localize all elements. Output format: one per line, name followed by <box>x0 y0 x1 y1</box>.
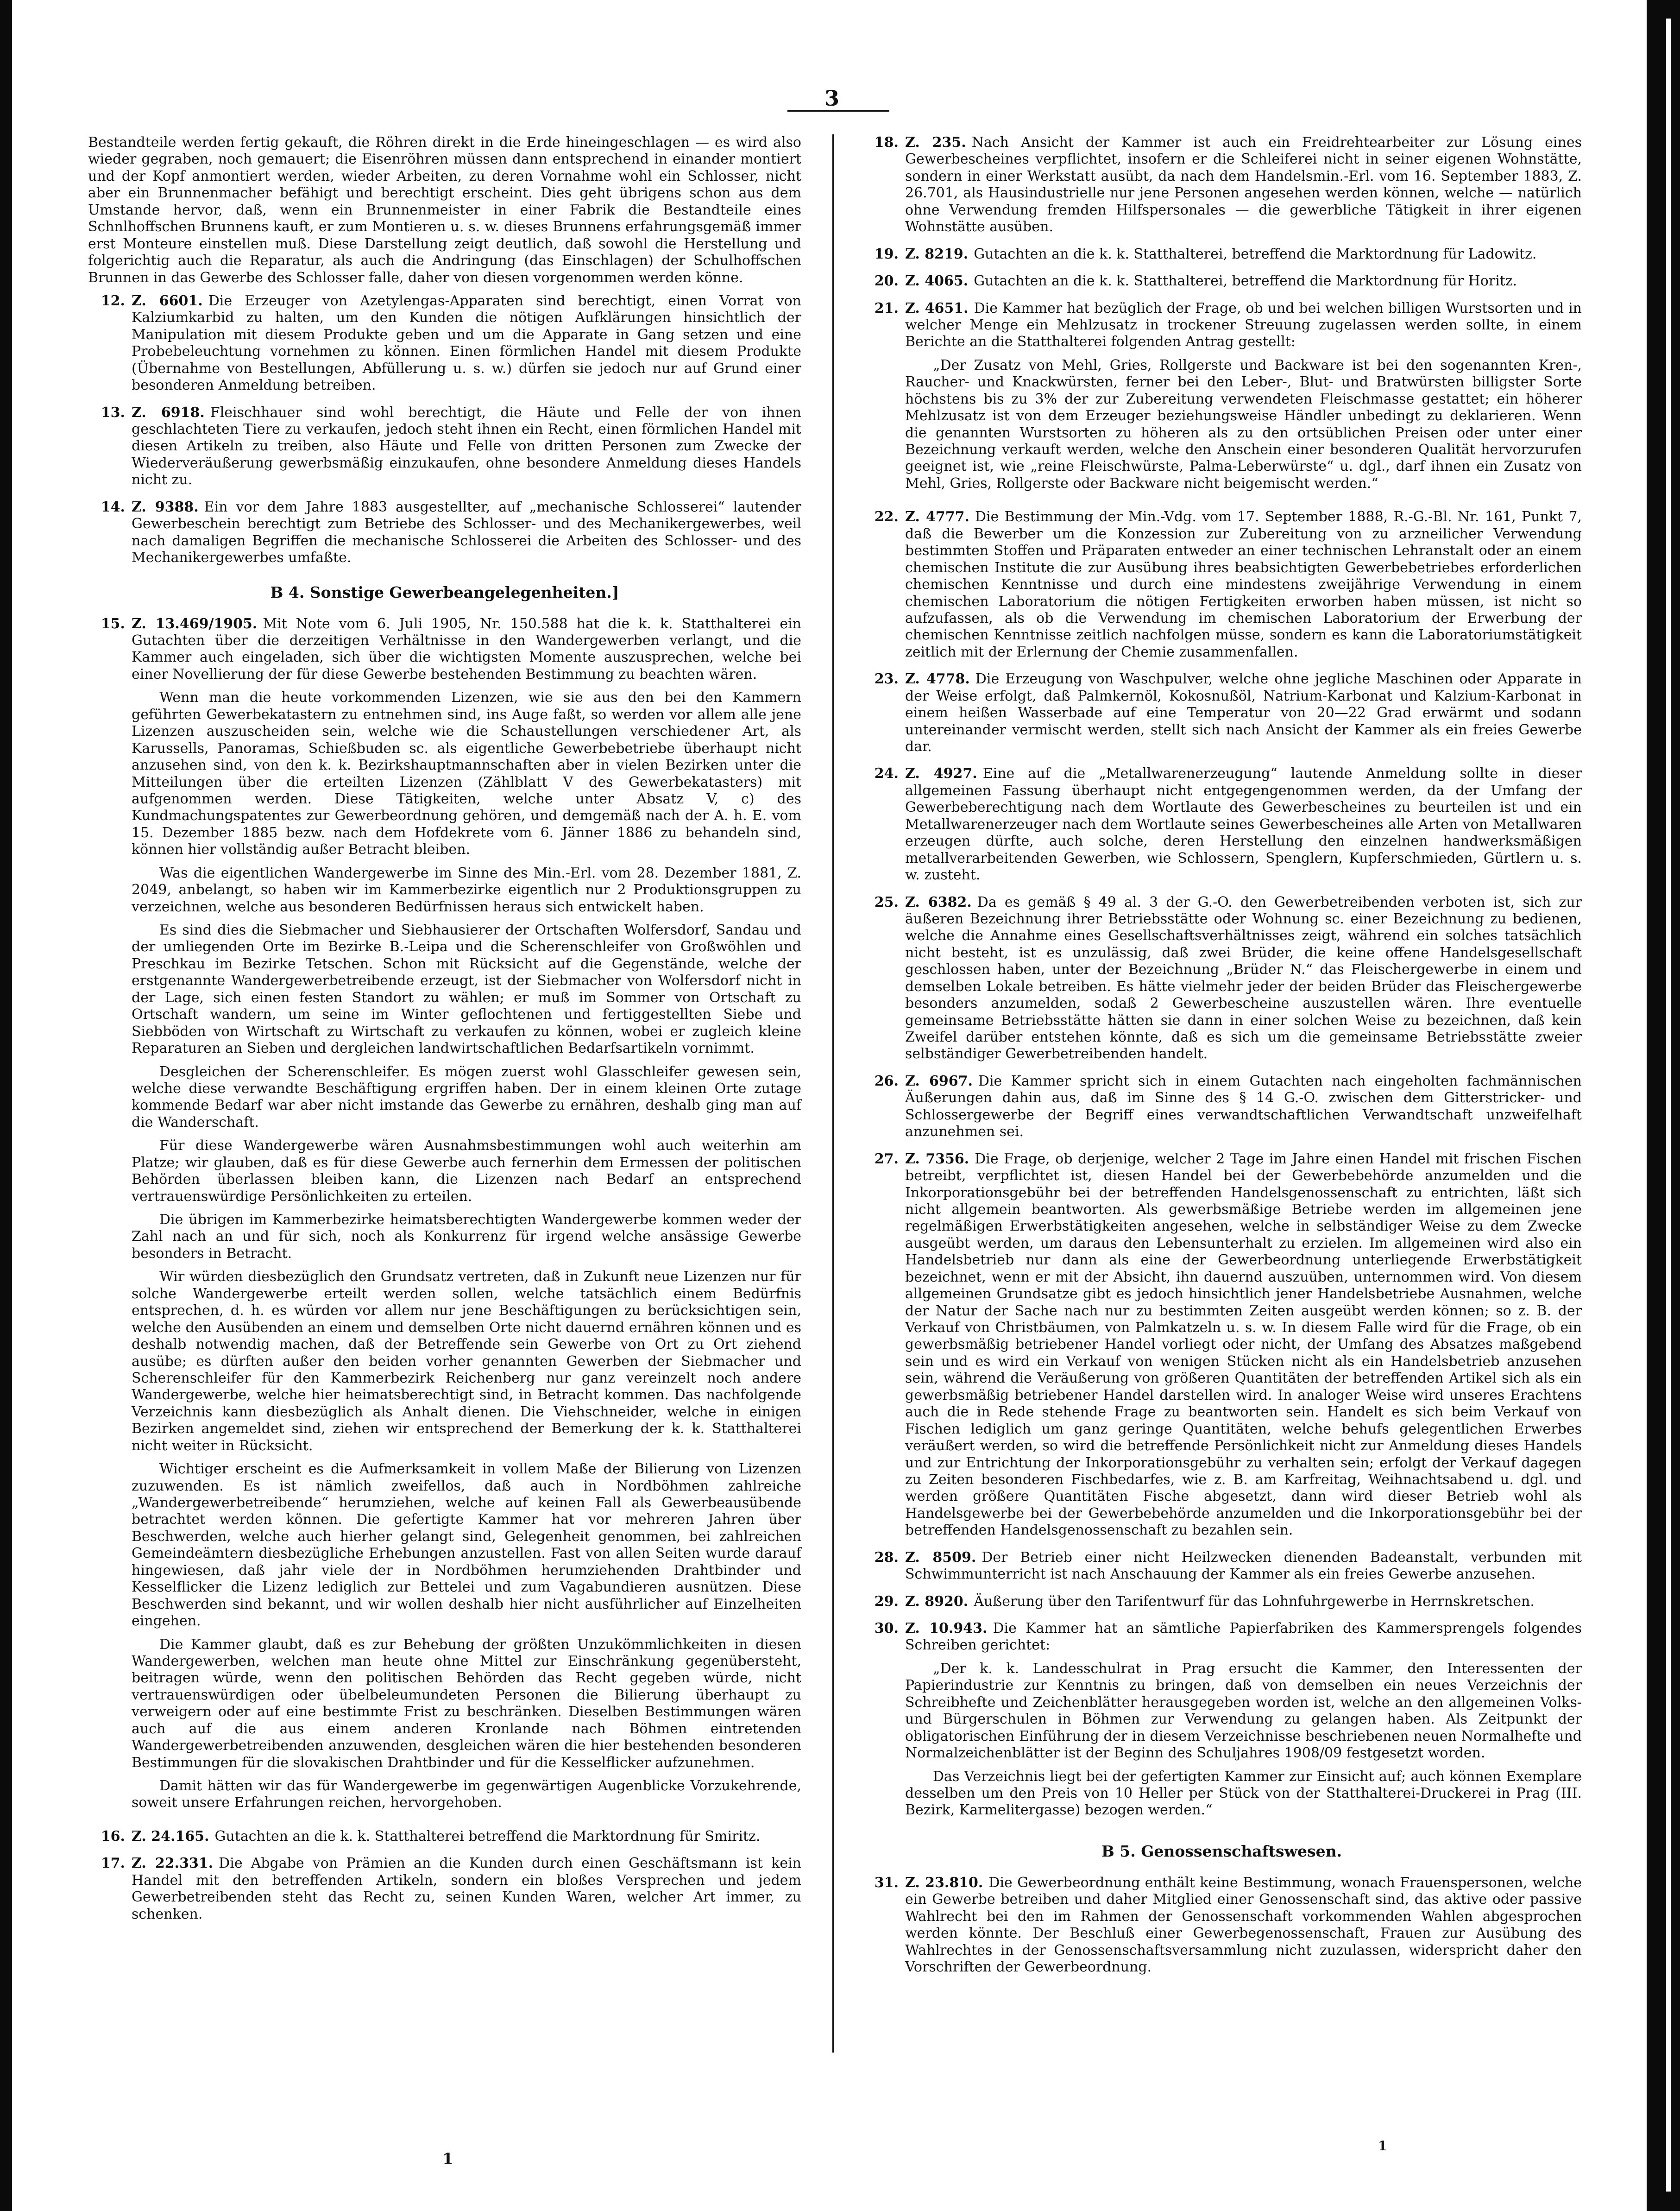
item-reference: Z. 4065. <box>905 273 969 290</box>
item-reference: Z. 4927. <box>905 765 977 782</box>
item-quote: Das Verzeichnis liegt bei der gefertigten Kammer zur Einsicht auf; auch können Exemplare desselben um den Preis von 10 Heller per Stück von der Statthalterei-Druckerei in Prag (III. Bezirk, Karmelitergasse) bezogen werden.“ <box>905 1768 1582 1819</box>
item-body <box>905 1549 1582 1583</box>
item-number: 19. <box>874 246 899 262</box>
page-edge-right-gap <box>1666 19 1671 2192</box>
item-body <box>905 894 1582 1063</box>
item-number: 31. <box>874 1874 899 1891</box>
page-edge-left <box>0 0 12 2211</box>
item-reference: Z. 8219. <box>905 246 969 262</box>
list-item <box>88 499 801 567</box>
item-body <box>905 300 1582 499</box>
list-item <box>88 616 801 1818</box>
item-number: 27. <box>874 1150 899 1167</box>
item-paragraph: Für diese Wandergewerbe wären Ausnahmsbestimmungen wohl auch weiterhin am Platze; wir glauben, daß es für diese Gewerbe auch fernerhin dem Ermessen der politischen Behörden überlassen bleiben kann, die Lizenzen nach Bedarf an entsprechend vertrauenswürdige Persönlichkeiten zu erteilen. <box>132 1137 801 1205</box>
item-number: 18. <box>874 134 899 151</box>
item-number: 20. <box>874 273 899 290</box>
item-reference: Z. 8509. <box>905 1549 976 1566</box>
item-body <box>905 671 1582 755</box>
item-paragraph: Damit hätten wir das für Wandergewerbe im gegenwärtigen Augenblicke Vorzukehrende, soweit unsere Erfahrungen reichen, hervorgehoben. <box>132 1778 801 1811</box>
section-title-b5: B 5. Genossenschaftswesen. <box>1101 1842 1342 1860</box>
item-number: 17. <box>101 1855 125 1872</box>
item-reference: Z. 22.331. <box>132 1855 214 1872</box>
item-paragraph: Wir würden diesbezüglich den Grundsatz vertreten, daß in Zukunft neue Lizenzen nur für solche Wandergewerbe erteilt werden sollen, welche tatsächlich einem Bedürfnis entsprechen, d. h. es würden vor allem nur jene Beschäftigungen zu berücksichtigen sein, welche den Ausübenden an einem und demselben Orte nicht dauernd ernähren können und es deshalb notwendig machen, daß der Betreffende sein Gewerbe von Ort zu Ort ziehend ausübe; es dürften außer den beiden vorher genannten Gewerben der Siebmacher und Scherenschleifer für den Kammerbezirk Reichenberg nur ganz vereinzelt noch andere Wandergewerbe, welche hier heimatsberechtigt sind, in Betracht kommen. Das nachfolgende Verzeichnis kann diesbezüglich als Anhalt dienen. Die Viehschneider, welche in einigen Bezirken angemeldet sind, ziehen wir entsprechend der Bemerkung der k. k. Statthalterei nicht weiter in Rücksicht. <box>132 1269 801 1454</box>
list-item <box>88 1855 801 1923</box>
item-body <box>132 499 801 567</box>
item-paragraph: Es sind dies die Siebmacher und Siebhausierer der Ortschaften Wolfersdorf, Sandau und der umliegenden Orte im Bezirke B.-Leipa und die Scherenschleifer von Großwöhlen und Preschkau im Bezirke Tetschen. Schon mit Rücksicht auf die Gegenstände, welche der erstgenannte Wandergewerbetreibende erzeugt, ist der Siebmacher von Wolfersdorf nicht in der Lage, sich einen festen Standort zu wählen; er muß im Sommer von Ortschaft zu Ortschaft wandern, um seine im Winter geflochtenen und fertiggestellten Siebe und Siebböden von Wirtschaft zu Wirtschaft zu verkaufen zu können, wobei er zugleich kleine Reparaturen an Sieben und dergleichen landwirtschaftlichen Bedarfsartikeln vornimmt. <box>132 922 801 1057</box>
footer-mark-right: 1 <box>1378 2138 1387 2154</box>
item-paragraph: Desgleichen der Scherenschleifer. Es mögen zuerst wohl Glasschleifer gewesen sein, welche diese verwandte Beschäftigung ergriffen haben. Der in einem kleinen Orte zutage kommende Bedarf war aber nicht imstande das Gewerbe zu ernähren, deshalb ging man auf die Wanderschaft. <box>132 1063 801 1131</box>
item-reference: Z. 6382. <box>905 894 972 910</box>
item-reference: Z. 4777. <box>905 509 969 525</box>
item-body <box>905 1073 1582 1141</box>
item-reference: Z. 6918. <box>132 404 205 421</box>
item-body <box>905 1151 1582 1539</box>
list-item <box>862 1549 1582 1583</box>
item-body <box>132 1855 801 1923</box>
column-divider <box>832 134 834 2053</box>
item-number: 16. <box>101 1828 125 1845</box>
item-number: 22. <box>874 509 899 525</box>
item-reference: Z. 4778. <box>905 671 970 688</box>
item-text: Die Kammer spricht sich in einem Gutachten nach eingeholten fachmännischen Äußerungen dahin aus, daß im Sinne des § 14 G.-O. zwischen dem Gitterstricker- und Schlossergewerbe der Begriff eines verwandtschaftlichen Verwandtschaft unzweifelhaft anzunehmen sei. <box>905 1073 1582 1140</box>
intro-paragraph: Bestandteile werden fertig gekauft, die Röhren direkt in die Erde hineingeschlagen — es wird also wieder gegraben, noch gemauert; die Eisenröhren müssen dann entsprechend in einander montiert und der Kopf anmontiert werden, wieder Arbeiten, zu deren Vornahme wohl ein Schlosser, nicht aber ein Brunnenmacher befähigt und berechtigt erscheint. Dies geht übrigens schon aus dem Umstande hervor, daß, wenn ein Brunnenmeister in einer Fabrik die Bestandteile eines Schnlhoffschen Brunnens kauft, er zum Montieren u. s. w. dieses Brunnens erfahrungsgemäß immer erst Monteure einstellen muß. Diese Darstellung zeigt deutlich, daß sowohl die Herstellung und folgerichtig auch die Reparatur, als auch die Andringung (das Einschlagen) der Schulhoffschen Brunnen in das Gewerbe des Schlosser falle, daher von diesen vorgenommen werden könne. <box>88 134 801 286</box>
item-text: Die Bestimmung der Min.-Vdg. vom 17. September 1888, R.-G.-Bl. Nr. 161, Punkt 7, daß die Bewerber um die Konzession zur Zubereitung von zu arzneilicher Verwendung bestimmten Stoffen und Präparaten entweder an einer technischen Lehranstalt oder an einem chemischen Institute die zur Ausübung ihres beabsichtigten Gewerbebetriebes erforderlichen chemischen Kenntnisse und durch eine mindestens zweijährige Verwendung in einem chemischen Laboratorium die nötigen Fertigkeiten erworben haben müssen, ist nicht so aufzufassen, als ob die Verwendung im chemischen Laboratorium der Erwerbung der chemischen Kenntnisse zeitlich nachfolgen müsse, sondern es kann die Laboratoriumstätigkeit zeitlich mit der Erlernung der Chemie zusammenfallen. <box>905 509 1582 660</box>
item-body <box>905 1875 1582 1976</box>
item-body <box>905 1620 1582 1826</box>
list-item <box>862 1073 1582 1141</box>
item-number: 28. <box>874 1549 899 1566</box>
list-item <box>862 1593 1582 1610</box>
list-item <box>862 765 1582 884</box>
list-item <box>862 300 1582 499</box>
item-text: Die Erzeuger von Azetylengas-Apparaten sind berechtigt, einen Vorrat von Kalziumkarbid zu halten, um den Kunden die nötigen Aufklärungen hinsichtlich der Manipulation mit diesem Produkte geben und um die Apparate in Gang setzen und eine Probebeleuchtung vornehmen zu können. Einen förmlichen Handel mit diesem Produkte (Übernahme von Bestellungen, Abfüllerung u. s. w.) dürfen sie jedoch nur auf Grund einer besonderen Anmeldung betreiben. <box>132 292 802 394</box>
item-reference: Z. 4651. <box>905 300 969 316</box>
item-text: Äußerung über den Tarifentwurf für das Lohnfuhrgewerbe in Herrnskretschen. <box>974 1593 1535 1610</box>
footer-mark: 1 <box>442 2150 453 2168</box>
item-text: Fleischhauer sind wohl berechtigt, die Häute und Felle der von ihnen geschlachteten Tiere zu verkaufen, jedoch steht ihnen ein Recht, einen förmlichen Handel mit diesen Artikeln zu treiben, also Häute und Felle von dritten Personen zum Zwecke der Wiederveräußerung gewerbsmäßig einzukaufen, ohne besondere Anmeldung dieses Handels nicht zu. <box>132 404 801 488</box>
item-number: 13. <box>101 404 125 421</box>
item-reference: Z. 24.165. <box>132 1828 209 1845</box>
item-body <box>905 134 1582 236</box>
item-reference: Z. 235. <box>905 134 966 151</box>
item-reference: Z. 9388. <box>132 499 199 515</box>
item-paragraph <box>132 616 801 683</box>
item-reference: Z. 13.469/1905. <box>132 615 258 632</box>
item-number: 15. <box>101 615 125 632</box>
item-number: 21. <box>874 300 899 316</box>
item-number: 23. <box>874 671 899 688</box>
item-paragraph: Was die eigentlichen Wandergewerbe im Sinne des Min.-Erl. vom 28. Dezember 1881, Z. 2049, anbelangt, so haben wir im Kammerbezirke eigentlich nur 2 Produktionsgruppen zu verzeichnen, welche aus besonderen Bedürfnissen heraus sich entwickelt haben. <box>132 865 801 915</box>
list-item <box>862 134 1582 236</box>
list-item <box>862 1875 1582 1976</box>
item-reference: Z. 6967. <box>905 1073 973 1089</box>
item-number: 30. <box>874 1620 899 1636</box>
item-body <box>905 509 1582 661</box>
list-item <box>862 1620 1582 1826</box>
page-number-rule <box>787 110 889 112</box>
item-reference: Z. 8920. <box>905 1593 969 1610</box>
item-text: Gutachten an die k. k. Statthalterei, betreffend die Marktordnung für Horitz. <box>974 273 1517 290</box>
item-number: 25. <box>874 894 899 910</box>
list-item <box>862 1151 1582 1539</box>
item-reference: Z. 10.943. <box>905 1620 988 1636</box>
left-column <box>88 134 801 1933</box>
item-text: Der Betrieb einer nicht Heilzwecken dienenden Badeanstalt, verbunden mit Schwimmunterricht ist nach Anschauung der Kammer als ein freies Gewerbe anzusehen. <box>905 1549 1582 1583</box>
item-reference: Z. 7356. <box>905 1150 969 1167</box>
item-text: Die Abgabe von Prämien an die Kunden durch einen Geschäftsmann ist kein Handel mit den betreffenden Artikeln, sondern ein bloßes Versprechen und jedem Gewerbetreibenden steht das Recht zu, seinen Kunden Waren, welcher Art immer, zu schenken. <box>132 1855 801 1922</box>
item-body <box>132 1828 801 1845</box>
list-item <box>862 273 1582 290</box>
item-number: 12. <box>101 292 125 309</box>
item-number: 26. <box>874 1073 899 1089</box>
item-paragraph: Wichtiger erscheint es die Aufmerksamkeit in vollem Maße der Bilierung von Lizenzen zuzuwenden. Es ist nämlich zweifellos, daß auch in Nordböhmen zahlreiche „Wandergewerbetreibende“ herumziehen, welche auf keinen Fall als Gewerbeausübende betrachtet werden können. Die gefertigte Kammer hat vor mehreren Jahren über Beschwerden, welche auch hierher gelangt sind, Gelegenheit genommen, bei zahlreichen Gemeindeämtern diesbezügliche Erhebungen anzustellen. Fast von allen Seiten wurde darauf hingewiesen, daß jahr viele der in Nordböhmen herumziehenden Drahtbinder und Kesselflicker die Lizenz lediglich zur Bettelei und zum Vagabundieren ausnützen. Diese Beschwerden sind bekannt, und wir wollen deshalb hier nicht ausführlicher auf Einzelheiten eingehen. <box>132 1461 801 1630</box>
item-text: Eine auf die „Metallwarenerzeugung“ lautende Anmeldung sollte in dieser allgemeinen Fassung überhaupt nicht entgegengenommen werden, da der Umfang der Gewerbeberechtigung nach dem Wortlaute des Gewerbescheines zu beurteilen ist und ein Metallwarenerzeuger nach dem Wortlaute seines Gewerbescheines alle Arten von Metallwaren erzeugen dürfte, auch solche, deren Herstellung den einzelnen handwerksmäßigen metallverarbeitenden Gewerben, wie Schlossern, Spenglern, Kupferschmieden, Gürtlern u. s. w. zusteht. <box>905 765 1582 884</box>
item-body <box>905 246 1582 263</box>
item-number: 14. <box>101 499 125 515</box>
list-item <box>862 246 1582 263</box>
item-number: 24. <box>874 765 899 782</box>
page-number: 3 <box>824 86 840 111</box>
item-text: Die Frage, ob derjenige, welcher 2 Tage im Jahre einen Handel mit frischen Fischen betreibt, verpflichtet ist, diesen Handel bei der Gewerbebehörde anzumelden und die Inkorporationsgebühr bei der betreffenden Handelsgenossenschaft zu entrichten, läßt sich nicht allgemein beantworten. Als gewerbsmäßige Betriebe werden im allgemeinen jene regelmäßigen Erwerbstätigkeiten angesehen, welche in selbständiger Weise zu dem Zwecke ausgeübt werden, um daraus den Lebensunterhalt zu erzielen. Im allgemeinen wird also ein Handelsbetrieb nur dann als eine der Gewerbeordnung unterliegende Erwerbstätigkeit bezeichnet, wenn er mit der Absicht, ihn dauernd auszuüben, unternommen wird. Von diesem allgemeinen Grundsatze gibt es jedoch hinsichtlich jener Handelsbetriebe Ausnahmen, welche der Natur der Sache nach nur zu bestimmten Zeiten ausgeübt werden können; so z. B. der Verkauf von Christbäumen, von Palmkatzeln u. s. w. In diesem Falle wird für die Frage, ob ein gewerbsmäßig betriebener Handel vorliegt oder nicht, der Umfang des Absatzes maßgebend sein und es wird ein Verkauf von wenigen Stücken nicht als ein Handelsbetrieb anzusehen sein, während die Veräußerung von größeren Quantitäten der betreffenden Artikel sich als ein gewerbsmäßig betriebener Handel darstellen wird. In analoger Weise wird unseres Erachtens auch die in Rede stehende Frage zu beantworten sein. Handelt es sich beim Verkauf von Fischen lediglich um ganz geringe Quantitäten, welche behufs gelegentlichen Erwerbes veräußert werden, so wird die betreffende Persönlichkeit nicht zur Anmeldung dieses Handels und zur Entrichtung der Inkorporationsgebühr zu verhalten sein; erfolgt der Verkauf dagegen zu Zeiten besonderen Fischbedarfes, wie z. B. am Karfreitag, Weihnachtsabend u. dgl. und werden größere Quantitäten Fische abgesetzt, dann wird dieser Betrieb wohl als Handelsgewerbe bei der Gewerbebehörde anzumelden und die Inkorporationsgebühr bei der betreffenden Handelsgenossenschaft zu bezahlen sein. <box>905 1150 1582 1539</box>
list-item <box>88 293 801 394</box>
item-reference: Z. 23.810. <box>905 1874 983 1891</box>
right-column <box>862 134 1582 1986</box>
item-body <box>905 765 1582 884</box>
list-item <box>862 671 1582 755</box>
item-text: Mit Note vom 6. Juli 1905, Nr. 150.588 hat die k. k. Statthalterei ein Gutachten über die derzeitigen Verhältnisse in den Wandergewerben verlangt, und die Kammer auch eingeladen, sich über die wichtigsten Momente auszusprechen, welche bei einer Novellierung der für diese Gewerbe bestehenden Bestimmung zu beachten wären. <box>132 615 801 682</box>
item-paragraph: Wenn man die heute vorkommenden Lizenzen, wie sie aus den bei den Kammern geführten Gewerbekatastern zu entnehmen sind, ins Auge faßt, so werden vor allem alle jene Lizenzen auszuscheiden sein, welche wie die Schaustellungen verschiedener Art, als Karussells, Panoramas, Schießbuden sc. als eigentliche Gewerbebetriebe überhaupt nicht anzusehen sind, von den k. k. Bezirkshauptmannschaften aber in vielen Bezirken unter die Mitteilungen über die erteilten Lizenzen (Zählblatt V des Gewerbekatasters) mit aufgenommen werden. Diese Tätigkeiten, welche unter Absatz V, c) des Kundmachungspatentes zur Gewerbeordnung gehören, und demgemäß nach der A. h. E. vom 15. Dezember 1885 bezw. nach dem Hofdekrete vom 6. Jänner 1886 zu behandeln sind, können hier vollständig außer Betracht bleiben. <box>132 689 801 858</box>
list-item <box>88 404 801 489</box>
item-body <box>905 273 1582 290</box>
item-body <box>905 1593 1582 1610</box>
item-text: Gutachten an die k. k. Statthalterei, betreffend die Marktordnung für Ladowitz. <box>974 246 1537 262</box>
item-text: Da es gemäß § 49 al. 3 der G.-O. den Gewerbetreibenden verboten ist, sich zur äußeren Bezeichnung ihrer Betriebsstätte oder Wohnung sc. einer Bezeichnung zu bedienen, welche die Annahme eines Gesellschaftsverhältnisses zeigt, während ein solches tatsächlich nicht besteht, ist es unzulässig, daß zwei Brüder, die keine offene Handelsgesellschaft geschlossen haben, unter der Bezeichnung „Brüder N.“ das Fleischergewerbe in einem und demselben Lokale betreiben. Es hätte vielmehr jeder der beiden Brüder das Fleischergewerbe besonders anzumelden, sodaß 2 Gewerbescheine auszustellen wären. Ihre eventuelle gemeinsame Betriebsstätte hätten sie dann in einer solchen Weise zu bezeichnen, daß kein Zweifel darüber entstehen könnte, daß es sich um die gemeinsame Betriebsstätte zweier selbständiger Gewerbetreibenden handelt. <box>905 894 1582 1062</box>
item-text: Nach Ansicht der Kammer ist auch ein Freidrehtearbeiter zur Lösung eines Gewerbescheines verpflichtet, insofern er die Schleiferei nicht in seiner eigenen Wohnstätte, sondern in einer Werkstatt ausübt, da nach dem Handelsmin.-Erl. vom 16. September 1883, Z. 26.701, als Hausindustrielle nur jene Personen angesehen werden können, welche — natürlich ohne Verwendung fremden Hilfspersonales — die gewerbliche Tätigkeit in ihrer eigenen Wohnstätte ausüben. <box>905 134 1582 235</box>
item-body <box>132 293 801 394</box>
item-quote: „Der Zusatz von Mehl, Gries, Rollgerste und Backware ist bei den sogenannten Kren-, Raucher- und Knackwürsten, ferner bei den Leber-, Blut- und Bratwürsten billigster Sorte höchstens bis zu 3% der zur Zubereitung verwendeten Fleischmasse gestattet; ein höherer Mehlzusatz ist von dem Erzeuger beziehungsweise Händler unbedingt zu deklarieren. Wenn die genannten Wurstsorten zu höheren als zu den ortsüblichen Preisen oder unter einer Bezeichnung verkauft werden, welche den Anschein einer besonderen Qualität hervorzurufen geeignet ist, wie „reine Fleischwürste, Palma-Leberwürste“ u. dgl., darf ihnen ein Zusatz von Mehl, Gries, Rollgerste oder Backware nicht beigemischt werden.“ <box>905 357 1582 492</box>
item-paragraph <box>905 1620 1582 1654</box>
list-item <box>862 509 1582 661</box>
item-paragraph: Die Kammer glaubt, daß es zur Behebung der größten Unzukömmlichkeiten in diesen Wandergewerben, welchen man heute ohne Mittel zur Einschränkung gegenübersteht, beitragen würde, wenn den politischen Behörden das Recht gegeben würde, nicht vertrauenswürdigen oder übelbeleumundeten Personen die Bilierung überhaupt zu verweigern oder auf eine bestimmte Frist zu beschränken. Dieselben Bestimmungen wären auch auf die aus einem anderen Kronlande nach Böhmen eintretenden Wandergewerbetreibenden anzuwenden, desgleichen wären die hier bestehenden besonderen Bestimmungen für die slovakischen Drahtbinder und für die Kesselflicker aufzunehmen. <box>132 1636 801 1771</box>
item-text: Die Kammer hat bezüglich der Frage, ob und bei welchen billigen Wurstsorten und in welcher Menge ein Mehlzusatz in trockener Streuung zugelassen werden sollte, in einem Berichte an die Statthalterei folgenden Antrag gestellt: <box>905 300 1582 350</box>
list-item <box>88 1828 801 1845</box>
item-text: Die Kammer hat an sämtliche Papierfabriken des Kammersprengels folgendes Schreiben gerichtet: <box>905 1620 1582 1654</box>
list-item <box>862 894 1582 1063</box>
item-text: Ein vor dem Jahre 1883 ausgestellter, auf „mechanische Schlosserei“ lautender Gewerbeschein berechtigt zum Betriebe des Schlosser- und des Mechanikergewerbes, weil nach damaligen Begriffen die mechanische Schlosserei die Arbeiten des Schlosser- und des Mechanikergewerbes umfaßte. <box>132 499 801 566</box>
item-text: Die Erzeugung von Waschpulver, welche ohne jegliche Maschinen oder Apparate in der Weise erfolgt, daß Palmkernöl, Kokosnußöl, Natrium-Karbonat und Kalzium-Karbonat in einem heißen Wasserbade auf eine Temperatur von 20—22 Grad erwärmt und sodann untereinander vermischt werden, stellt sich nach Ansicht der Kammer als ein freies Gewerbe dar. <box>905 671 1582 755</box>
item-text: Gutachten an die k. k. Statthalterei betreffend die Marktordnung für Smiritz. <box>214 1828 761 1845</box>
item-number: 29. <box>874 1593 899 1610</box>
item-reference: Z. 6601. <box>132 292 203 309</box>
page-edge-right <box>1647 0 1680 2211</box>
item-paragraph: Die übrigen im Kammerbezirke heimatsberechtigten Wandergewerbe kommen weder der Zahl nach an und für sich, noch als Konkurrenz für irgend welche ansässige Gewerbe besonders in Betracht. <box>132 1212 801 1262</box>
item-body <box>132 616 801 1818</box>
section-title-b4: B 4. Sonstige Gewerbeangelegenheiten.] <box>270 583 619 601</box>
item-paragraph <box>905 300 1582 351</box>
item-body <box>132 404 801 489</box>
item-text: Die Gewerbeordnung enthält keine Bestimmung, wonach Frauenspersonen, welche ein Gewerbe betreiben und daher Mitglied einer Genossenschaft sind, das aktive oder passive Wahlrecht bei den im Rahmen der Genossenschaft vorkommenden Wahlen abgesprochen werden könnte. Der Beschluß einer Gewerbegenossenschaft, Frauen zur Ausübung des Wahlrechtes in der Genossenschaftsversammlung nicht zuzulassen, widerspricht daher den Vorschriften der Gewerbeordnung. <box>905 1874 1582 1976</box>
item-quote: „Der k. k. Landesschulrat in Prag ersucht die Kammer, den Interessenten der Papierindustrie zur Kenntnis zu bringen, daß von demselben ein neues Verzeichnis der Schreibhefte und Zeichenblätter herausgegeben worden ist, welche an den allgemeinen Volks- und Bürgerschulen in Böhmen zur Verwendung zu gelangen haben. Als Zeitpunkt der obligatorischen Einführung der in diesem Verzeichnisse beschriebenen neuen Normalhefte und Normalzeichenblätter ist der Beginn des Schuljahres 1908/09 festgesetzt worden. <box>905 1660 1582 1762</box>
